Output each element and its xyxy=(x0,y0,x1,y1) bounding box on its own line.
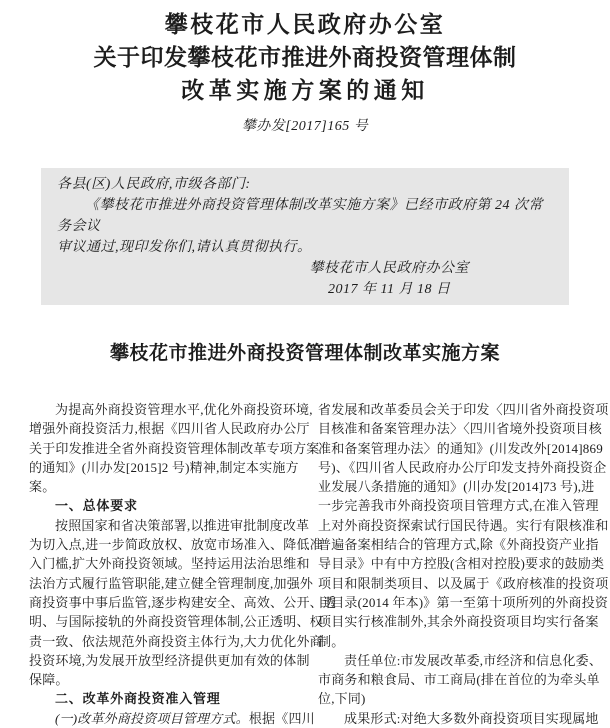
plan-title: 攀枝花市推进外商投资管理体制改革实施方案 xyxy=(109,343,500,364)
left-column xyxy=(29,400,337,728)
item-heading: (一)改革外商投资项目管理方式。 xyxy=(55,710,249,726)
right-column xyxy=(318,400,609,728)
body-line: 省发展和改革委员会关于印发〈四川省外商投资项 xyxy=(318,402,609,417)
body-line: 导目录》中有中方控股(含相对控股)要求的鼓励类 xyxy=(318,556,605,572)
body-line: 的通知》(川办发[2015]2 号)精神,制定本实施方 xyxy=(29,459,299,475)
body-line: 增强外商投资活力,根据《四川省人民政府办公厅 xyxy=(29,421,310,437)
body-line: 入门槛,扩大外商投资领域。坚持运用法治思维和 xyxy=(29,556,310,572)
body-columns xyxy=(29,400,609,728)
body-line: 为提高外商投资管理水平,优化外商投资环境, xyxy=(55,402,313,417)
body-line: 项目实行核准制外,其余外商投资项目均实行备案 xyxy=(318,614,599,630)
document-header xyxy=(0,0,610,137)
section-heading: 一、总体要求 xyxy=(55,498,138,514)
doc-number: 攀办发[2017]165 号 xyxy=(241,119,369,134)
body-line: 号)、《四川省人民政府办公厅印发支持外商投资企 xyxy=(318,459,607,475)
notice-salutation: 各县(区)人民政府,市级各部门: xyxy=(57,177,251,192)
body-line: 投资环境,为发展开放型经济提供更加有效的体制 xyxy=(29,652,310,668)
body-line: 按照国家和省决策部署,以推进审批制度改革 xyxy=(55,517,310,533)
body-line: 目目录(2014 年本)》第一至第十项所列的外商投资 xyxy=(318,594,609,610)
notice-box xyxy=(41,168,569,305)
main-title xyxy=(0,8,610,107)
main-title-line: 改革实施方案的通知 xyxy=(181,78,429,103)
body-line: 项目和限制类项目、以及属于《政府核准的投资项 xyxy=(318,575,609,591)
body-line: 上对外商投资探索试行国民待遇。实行有限核准和 xyxy=(318,517,609,533)
body-line: 成果形式:对绝大多数外商投资项目实现属地 xyxy=(344,710,599,726)
notice-body-line: 《攀枝花市推进外商投资管理体制改革实施方案》已经市政府第 24 次常务会议 xyxy=(57,198,543,234)
notice-signature: 攀枝花市人民政府办公室 xyxy=(309,261,469,276)
body-line: 位,下同) xyxy=(318,691,366,707)
body-line: 市商务和粮食局、市工商局(排在首位的为牵头单 xyxy=(318,672,600,688)
body-line: 关于印发推进全省外商投资管理体制改革专项方案 xyxy=(29,440,320,456)
body-line: 一步完善我市外商投资项目管理方式,在准入管理 xyxy=(318,498,599,514)
body-line: 案。 xyxy=(29,479,56,495)
body-line: 商投资事中事后监管,逐步构建安全、高效、公开、透 xyxy=(29,594,337,610)
body-line: 业发展八条措施的通知》(川办发[2014]73 号),进 xyxy=(318,479,595,495)
notice-body-line: 审议通过,现印发你们,请认真贯彻执行。 xyxy=(57,240,312,255)
body-line: 法治方式履行监管职能,建立健全管理制度,加强外 xyxy=(29,575,314,591)
main-title-line: 攀枝花市人民政府办公室 xyxy=(164,12,446,37)
body-line: 为切入点,进一步简政放权、放宽市场准入、降低准 xyxy=(29,537,323,553)
body-line: 目核准和备案管理办法〉〈四川省境外投资项目核 xyxy=(318,421,602,437)
item-text: 根据《四川 xyxy=(248,710,315,726)
notice-signature-block xyxy=(310,258,470,300)
body-line: 普遍备案相结合的管理方式,除《外商投资产业指 xyxy=(318,537,599,553)
body-line: 明、与国际接轨的外商投资管理体制,公正透明、权 xyxy=(29,614,323,630)
body-line: 责一致、依法规范外商投资主体行为,大力优化外商 xyxy=(29,633,323,649)
body-line: 制。 xyxy=(318,633,345,649)
notice-date: 2017 年 11 月 18 日 xyxy=(328,282,451,297)
body-line: 责任单位:市发展改革委,市经济和信息化委、 xyxy=(344,652,603,668)
body-line: 保障。 xyxy=(29,672,69,688)
body-line xyxy=(29,709,315,728)
body-line: 准和备案管理办法〉的通知》(川发改外[2014]869 xyxy=(318,440,603,456)
section-heading: 二、改革外商投资准入管理 xyxy=(55,691,221,707)
main-title-line: 关于印发攀枝花市推进外商投资管理体制 xyxy=(93,45,517,70)
